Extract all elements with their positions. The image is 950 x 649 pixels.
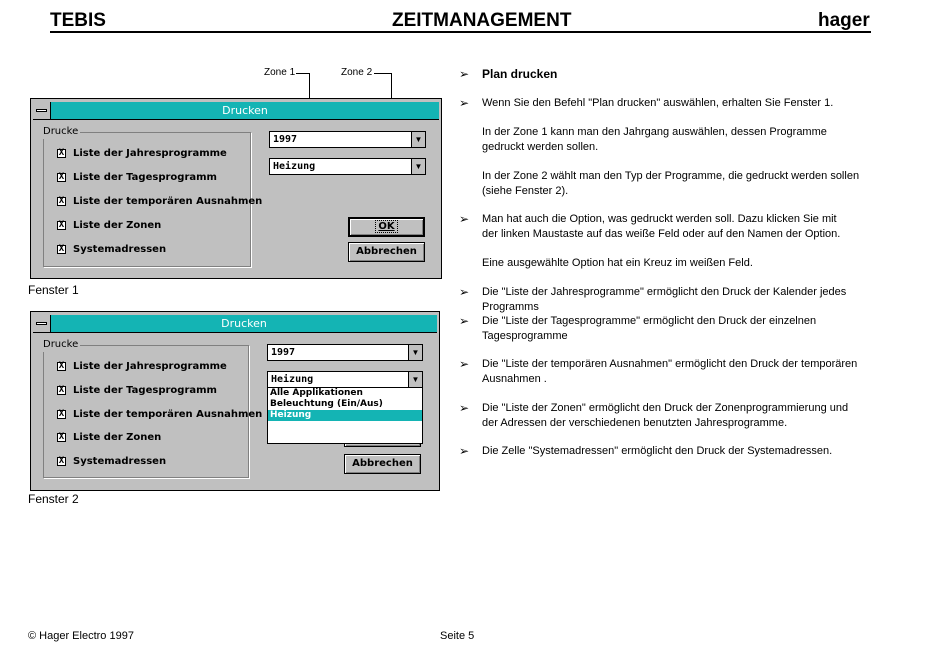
ok-button[interactable] xyxy=(348,217,425,237)
option-label[interactable]: Liste der temporären Ausnahmen xyxy=(73,409,263,420)
chevron-down-icon[interactable]: ▼ xyxy=(411,132,425,147)
bullet-icon: ➢ xyxy=(459,401,470,415)
dialog-2-titlebar xyxy=(33,315,437,333)
paragraph-line: Die "Liste der Zonen" ermöglicht den Druck der Zonenprogrammierung und xyxy=(482,402,849,414)
cancel-button[interactable]: Abbrechen xyxy=(344,454,421,474)
dialog-window-1 xyxy=(30,98,442,279)
bullet-icon: ➢ xyxy=(459,314,470,328)
caption-fenster-1: Fenster 1 xyxy=(28,283,79,297)
print-options-group xyxy=(43,339,263,478)
header-title: ZEITMANAGEMENT xyxy=(392,10,572,31)
caption-fenster-2: Fenster 2 xyxy=(28,492,79,506)
option-label[interactable]: Liste der Jahresprogramme xyxy=(73,148,227,159)
option-label[interactable]: Systemadressen xyxy=(73,456,167,467)
print-options-group xyxy=(43,126,263,267)
option-label[interactable]: Liste der Zonen xyxy=(73,432,162,443)
checkbox[interactable]: X xyxy=(58,432,65,442)
year-value: 1997 xyxy=(271,347,296,358)
type-combo[interactable] xyxy=(269,158,426,175)
footer-page-number: Seite 5 xyxy=(440,630,475,642)
dialog-window-2 xyxy=(30,311,440,491)
chevron-down-icon[interactable]: ▼ xyxy=(408,345,422,360)
zone2-label: Zone 2 xyxy=(341,67,373,78)
type-dropdown-list[interactable] xyxy=(267,387,423,444)
paragraph-line: Ausnahmen . xyxy=(482,373,547,385)
option-label[interactable]: Liste der Jahresprogramme xyxy=(73,361,227,372)
paragraph-line: In der Zone 1 kann man den Jahrgang auswählen, dessen Programme xyxy=(482,126,827,138)
checkbox[interactable]: X xyxy=(58,385,65,395)
paragraph-line: Man hat auch die Option, was gedruckt werden soll. Dazu klicken Sie mit xyxy=(482,213,837,225)
group-title: Drucke xyxy=(43,339,79,350)
paragraph-line: Programms xyxy=(482,301,539,313)
header-right: hager xyxy=(818,10,870,31)
option-label[interactable]: Liste der temporären Ausnahmen xyxy=(73,196,263,207)
paragraph-line: Die "Liste der temporären Ausnahmen" ermöglicht den Druck der temporären xyxy=(482,358,858,370)
checkbox[interactable]: X xyxy=(58,244,65,254)
type-value: Heizung xyxy=(271,374,314,385)
dropdown-item[interactable]: Alle Applikationen xyxy=(270,388,363,398)
cancel-button[interactable]: Abbrechen xyxy=(348,242,425,262)
chevron-down-icon[interactable]: ▼ xyxy=(411,159,425,174)
bullet-icon: ➢ xyxy=(459,96,470,110)
dropdown-item-selected[interactable]: Heizung xyxy=(268,410,422,421)
dropdown-item[interactable]: Beleuchtung (Ein/Aus) xyxy=(270,399,383,409)
chevron-down-icon[interactable]: ▼ xyxy=(408,372,422,387)
checkbox[interactable]: X xyxy=(58,409,65,419)
system-menu-icon[interactable] xyxy=(33,102,51,119)
option-label[interactable]: Liste der Tagesprogramm xyxy=(73,172,217,183)
option-label[interactable]: Liste der Zonen xyxy=(73,220,162,231)
checkbox[interactable]: X xyxy=(58,196,65,206)
paragraph: Die Zelle "Systemadressen" ermöglicht den Druck der Systemadressen. xyxy=(482,445,833,457)
paragraph: Eine ausgewählte Option hat ein Kreuz im weißen Feld. xyxy=(482,257,753,269)
zone2-leader-h xyxy=(374,73,392,74)
checkbox[interactable]: X xyxy=(58,456,65,466)
option-label[interactable]: Liste der Tagesprogramm xyxy=(73,385,217,396)
bullet-icon: ➢ xyxy=(459,67,470,81)
dialog-1-title: Drucken xyxy=(222,104,268,117)
paragraph-line: gedruckt werden sollen. xyxy=(482,141,599,153)
option-label[interactable]: Systemadressen xyxy=(73,244,167,255)
group-title: Drucke xyxy=(43,126,79,137)
paragraph-line: In der Zone 2 wählt man den Typ der Programme, die gedruckt werden sollen xyxy=(482,170,860,182)
bullet-icon: ➢ xyxy=(459,444,470,458)
paragraph-line: der Adressen der verschiedenen benutzten Jahresprogramme. xyxy=(482,417,788,429)
ok-label: OK xyxy=(375,220,397,233)
paragraph-line: Die "Liste der Jahresprogramme" ermöglicht den Druck der Kalender jedes xyxy=(482,286,847,298)
paragraph-line: Die "Liste der Tagesprogramme" ermöglicht den Druck der einzelnen xyxy=(482,315,817,327)
zone1-leader-h xyxy=(296,73,310,74)
checkbox[interactable]: X xyxy=(58,148,65,158)
bullet-icon: ➢ xyxy=(459,357,470,371)
checkbox[interactable]: X xyxy=(58,361,65,371)
paragraph-line: (siehe Fenster 2). xyxy=(482,185,569,197)
dialog-1-titlebar xyxy=(33,102,439,120)
footer-copyright: © Hager Electro 1997 xyxy=(28,630,134,642)
system-menu-icon[interactable] xyxy=(33,315,51,332)
checkbox[interactable]: X xyxy=(58,220,65,230)
section-heading: Plan drucken xyxy=(482,67,558,81)
header-left: TEBIS xyxy=(50,10,106,31)
year-combo[interactable] xyxy=(269,131,426,148)
year-combo[interactable] xyxy=(267,344,423,361)
bullet-icon: ➢ xyxy=(459,285,470,299)
paragraph-line: der linken Maustaste auf das weiße Feld oder auf den Namen der Option. xyxy=(482,228,841,240)
type-combo[interactable] xyxy=(267,371,423,388)
checkbox[interactable]: X xyxy=(58,172,65,182)
paragraph: Wenn Sie den Befehl "Plan drucken" auswählen, erhalten Sie Fenster 1. xyxy=(482,97,834,109)
paragraph-line: Tagesprogramme xyxy=(482,330,568,342)
bullet-icon: ➢ xyxy=(459,212,470,226)
dialog-2-title: Drucken xyxy=(221,317,267,330)
zone1-label: Zone 1 xyxy=(264,67,296,78)
year-value: 1997 xyxy=(273,134,298,145)
type-value: Heizung xyxy=(273,161,316,172)
header-rule xyxy=(50,31,871,33)
